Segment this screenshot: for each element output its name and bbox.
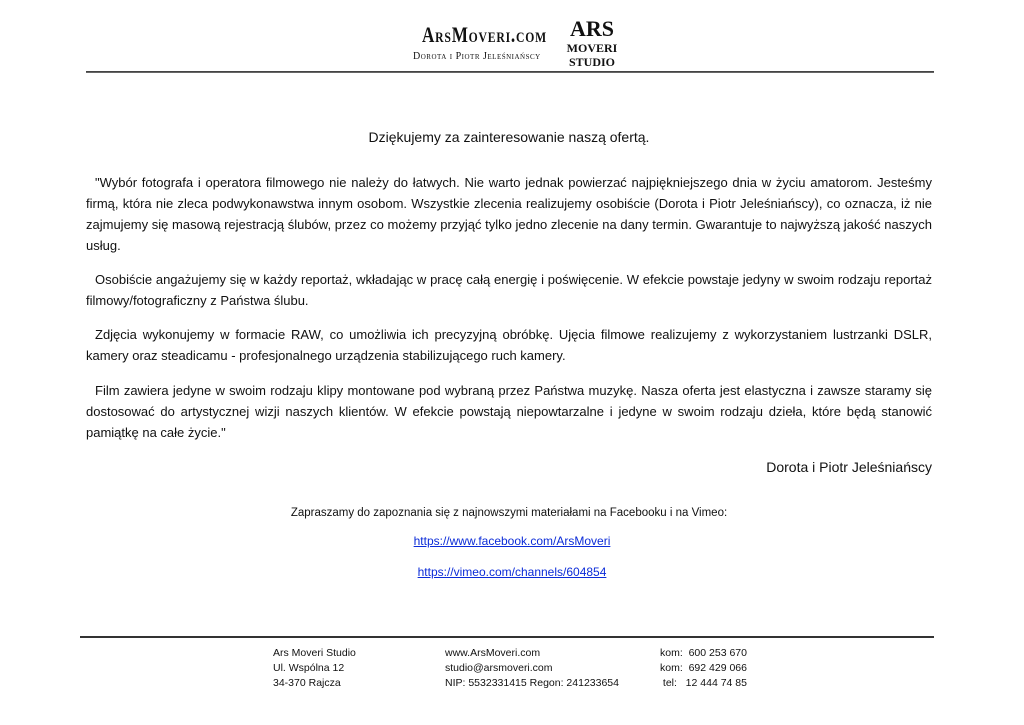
svg-text:ARS: ARS [569, 18, 615, 41]
brand-title: ArsMoveri.com [422, 22, 547, 47]
svg-text:MOVERI: MOVERI [566, 41, 618, 55]
footer-web [445, 646, 619, 691]
paragraph-4: Film zawiera jedyne w swoim rodzaju klipy montowane pod wybraną przez Państwa muzykę. Nasza oferta jest elastyczna i zawsze staramy się dostosować do artystycznej wizji naszych klientów. W efekcie powstają niepowtarzalne i jedyne w swoim rodzaju dzieła, które będą stanowić pamiątkę na całe życie." [86, 383, 932, 440]
footer-street: Ul. Wspólna 12 [273, 662, 345, 674]
footer-phones [660, 646, 747, 691]
footer-divider [80, 636, 934, 638]
vimeo-link[interactable]: https://vimeo.com/channels/604854 [417, 565, 607, 579]
vimeo-link-row [0, 565, 1024, 579]
footer-mobile-2: kom: 692 429 066 [660, 662, 747, 674]
header-brand [410, 18, 625, 70]
facebook-link-row [0, 534, 1024, 548]
header-divider [86, 71, 934, 73]
paragraph-2: Osobiście angażujemy się w każdy reportaż, wkładając w pracę całą energię i poświęcenie. W efekcie powstaje jedyny w swoim rodzaju reportaż filmowy/fotograficzny z Państwa ślubu. [86, 272, 932, 308]
footer-tax-ids: NIP: 5532331415 Regon: 241233654 [445, 677, 619, 689]
footer-landline: tel: 12 444 74 85 [660, 677, 747, 689]
brand-subtitle: Dorota i Piotr Jeleśniańscy [413, 51, 541, 62]
footer-website: www.ArsMoveri.com [445, 647, 541, 659]
svg-text:STUDIO: STUDIO [568, 55, 616, 69]
thanks-heading: Dziękujemy za zainteresowanie naszą ofertą. [368, 129, 650, 145]
footer-mobile-1: kom: 600 253 670 [660, 647, 747, 659]
ars-moveri-studio-logo [562, 18, 622, 70]
footer-email: studio@arsmoveri.com [445, 662, 553, 674]
paragraph-1: "Wybór fotografa i operatora filmowego nie należy do łatwych. Nie warto jednak powierzać najpiękniejszego dnia w życiu amatorom. Jesteśmy firmą, która nie zleca podwykonawstwa innym osobom. Wszystkie zlecenia realizujemy osobiście (Dorota i Piotr Jeleśniańscy), co oznacza, iż nie zajmujemy się masową rejestracją ślubów, przez co możemy przyjąć tylko jedno zlecenie na dany termin. Gwarantuje to najwyższą jakość naszych usług. [86, 175, 932, 253]
footer-address [273, 646, 356, 691]
invite-text: Zapraszamy do zapoznania się z najnowszymi materiałami na Facebooku i na Vimeo: [290, 507, 728, 519]
paragraph-3: Zdjęcia wykonujemy w formacie RAW, co umożliwia ich precyzyjną obróbkę. Ujęcia filmowe realizujemy z wykorzystaniem lustrzanki DSLR, kamery oraz steadicamu - profesjonalnego urządzenia stabilizującego ruch kamery. [86, 327, 932, 363]
facebook-link[interactable]: https://www.facebook.com/ArsMoveri [413, 534, 611, 548]
signature: Dorota i Piotr Jeleśniańscy [766, 459, 932, 475]
footer-city: 34-370 Rajcza [273, 677, 341, 689]
footer-company: Ars Moveri Studio [273, 647, 356, 659]
